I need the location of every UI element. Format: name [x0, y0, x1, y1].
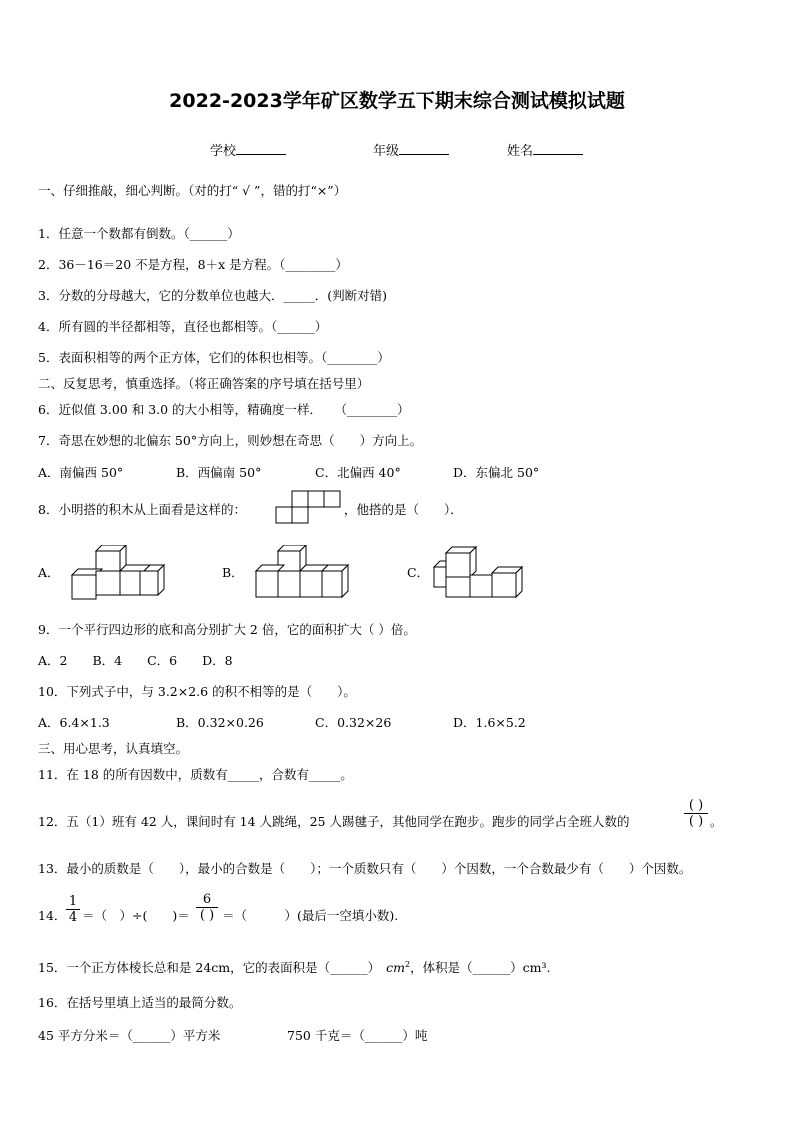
- q12-numerator: ( ): [688, 798, 704, 813]
- q8-option-b-cubes-figure[interactable]: [254, 545, 350, 603]
- question-10: 10．下列式子中，与 3.2×2.6 的积不相等的是（ ）。: [38, 684, 356, 699]
- section-1-heading: 一、仔细推敲，细心判断。（对的打“ √ ”，错的打“×”）: [38, 183, 347, 198]
- q15-unit-exponent: 2: [405, 959, 411, 969]
- q7-option-c[interactable]: C．北偏西 40°: [315, 465, 401, 480]
- q10-option-d[interactable]: D．1.6×5.2: [453, 715, 526, 730]
- top-view-grid-figure: [274, 490, 344, 526]
- q8-option-c-label[interactable]: C．: [407, 565, 430, 580]
- school-field[interactable]: [210, 140, 286, 159]
- question-7: 7．奇思在妙想的北偏东 50°方向上，则妙想在奇思（ ）方向上。: [38, 433, 423, 448]
- grade-field[interactable]: [373, 140, 449, 159]
- question-3: 3．分数的分母越大，它的分数单位也越大．_____．(判断对错): [38, 288, 387, 303]
- question-2: 2．36－16＝20 不是方程，8＋x 是方程。（________）: [38, 257, 348, 272]
- q12-fraction[interactable]: [684, 798, 708, 829]
- q14-numerator-2: 6: [202, 892, 212, 907]
- question-8-suffix: ，他搭的是（ ）．: [344, 502, 463, 517]
- q7-option-d[interactable]: D．东偏北 50°: [453, 465, 540, 480]
- q14-tail: ＝（ ）(最后一空填小数).: [222, 908, 399, 923]
- q8-option-a-cubes-figure[interactable]: [68, 545, 168, 603]
- page-title: 2022-2023学年矿区数学五下期末综合测试模拟试题: [169, 90, 625, 112]
- question-9: 9．一个平行四边形的底和高分别扩大 2 倍，它的面积扩大（ ）倍。: [38, 622, 416, 637]
- question-6: 6．近似值 3.00 和 3.0 的大小相等，精确度一样． （________）: [38, 402, 410, 417]
- q10-option-c[interactable]: C．0.32×26: [315, 715, 392, 730]
- q10-option-a[interactable]: A．6.4×1.3: [38, 715, 110, 730]
- q14-fraction-six[interactable]: [196, 892, 218, 923]
- section-2-heading: 二、反复思考，慎重选择。（将正确答案的序号填在括号里）: [38, 376, 370, 391]
- q14-denominator-2: ( ): [196, 907, 218, 923]
- question-13: 13．最小的质数是（ ），最小的合数是（ ）；一个质数只有（ ）个因数，一个合数最少有（ ）个因数。: [38, 861, 692, 876]
- question-16: 16．在括号里填上适当的最简分数。: [38, 995, 242, 1010]
- q14-numerator-1: 1: [68, 894, 78, 909]
- q14-fraction-one-quarter: [66, 894, 80, 925]
- name-label: 姓名: [507, 144, 534, 159]
- q8-option-c-cubes-figure[interactable]: [432, 543, 528, 601]
- question-5: 5．表面积相等的两个正方体，它们的体积也相等。（________）: [38, 350, 390, 365]
- q7-option-a[interactable]: A．南偏西 50°: [38, 465, 124, 480]
- question-11: 11．在 18 的所有因数中，质数有_____，合数有_____。: [38, 767, 353, 782]
- section-3-heading: 三、用心思考，认真填空。: [38, 741, 189, 756]
- q10-option-b[interactable]: B．0.32×0.26: [176, 715, 264, 730]
- q12-end: 。: [710, 814, 723, 829]
- question-8-prefix: 8．小明搭的积木从上面看是这样的：: [38, 502, 246, 517]
- q8-option-a-label[interactable]: A．: [38, 565, 60, 580]
- q7-option-b[interactable]: B．西偏南 50°: [176, 465, 262, 480]
- q9-options[interactable]: A．2 B．4 C．6 D．8: [38, 653, 233, 668]
- q15-unit: cm: [386, 960, 405, 975]
- q16-item-b: 750 千克＝（______）吨: [287, 1028, 428, 1043]
- question-4: 4．所有圆的半径都相等，直径也都相等。（______）: [38, 319, 328, 334]
- q14-middle: ＝（ ）÷( )＝: [82, 908, 190, 923]
- question-15: [38, 958, 550, 976]
- q14-label: 14．: [38, 908, 67, 923]
- q15-text-start: 15．一个正方体棱长总和是 24cm，它的表面积是（______）: [38, 960, 381, 975]
- name-field[interactable]: [507, 140, 583, 159]
- question-1: 1．任意一个数都有倒数。（______）: [38, 226, 240, 241]
- q15-text-end: ，体积是（______）cm³.: [410, 960, 551, 975]
- q8-option-b-label[interactable]: B．: [222, 565, 244, 580]
- question-12: 12．五（1）班有 42 人，课间时有 14 人跳绳，25 人踢毽子，其他同学在跑步。跑步的同学占全班人数的: [38, 814, 630, 829]
- q16-item-a: 45 平方分米＝（______）平方米: [38, 1028, 221, 1043]
- q12-denominator: ( ): [684, 813, 708, 829]
- grade-label: 年级: [373, 144, 400, 159]
- school-label: 学校: [210, 144, 237, 159]
- q14-denominator-1: 4: [66, 909, 80, 925]
